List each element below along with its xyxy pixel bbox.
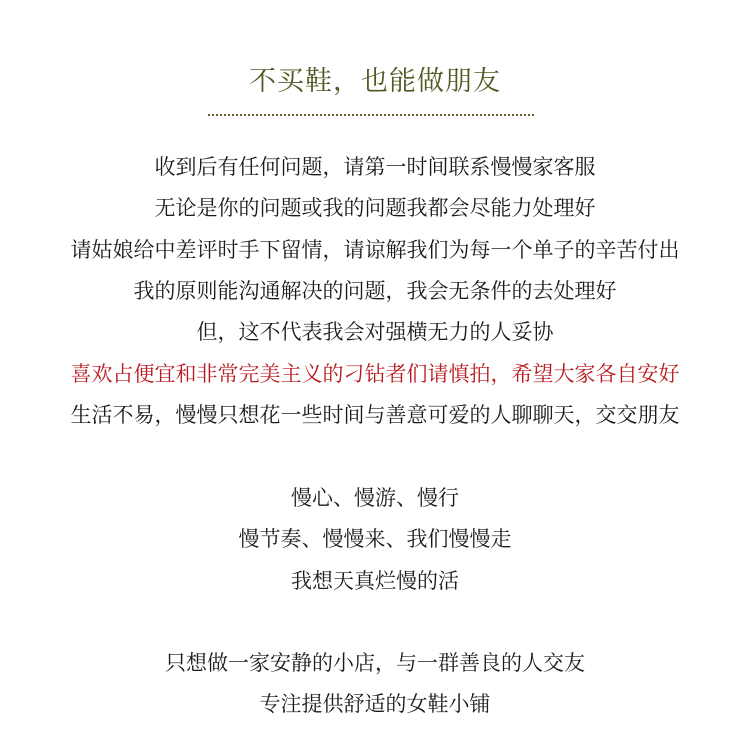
dotted-divider — [208, 114, 534, 116]
text-line: 收到后有任何问题，请第一时间联系慢慢家客服 — [154, 155, 596, 179]
page-title: 不买鞋，也能做朋友 — [249, 66, 501, 97]
text-line: 慢节奏、慢慢来、我们慢慢走 — [238, 527, 512, 551]
text-line: 生活不易，慢慢只想花一些时间与善意可爱的人聊聊天，交交朋友 — [70, 403, 680, 427]
highlighted-warning-line: 喜欢占便宜和非常完美主义的刁钻者们请慎拍，希望大家各自安好 — [70, 362, 680, 386]
text-line: 但，这不代表我会对强横无力的人妥协 — [196, 320, 554, 344]
text-line: 无论是你的问题或我的问题我都会尽能力处理好 — [154, 196, 596, 220]
text-line: 我想天真烂慢的活 — [291, 569, 459, 593]
text-line: 我的原则能沟通解决的问题，我会无条件的去处理好 — [133, 279, 617, 303]
text-line: 只想做一家安静的小店，与一群善良的人交友 — [165, 651, 585, 675]
text-line: 请姑娘给中差评时手下留情，请谅解我们为每一个单子的辛苦付出 — [70, 238, 680, 262]
text-line: 专注提供舒适的女鞋小铺 — [259, 692, 491, 716]
text-line: 慢心、慢游、慢行 — [291, 486, 459, 510]
